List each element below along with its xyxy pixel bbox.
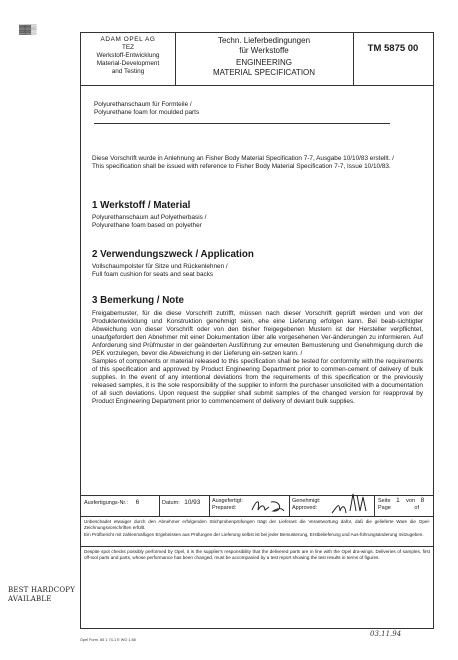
subject-underline: [94, 123, 390, 124]
section-2-heading: 2 Verwendungszweck / Application: [92, 249, 254, 260]
document-title: Techn. Lieferbedingungen für Werkstoffe ENGINEERING MATERIAL SPECIFICATION: [212, 36, 316, 77]
notice-en: Despite spot checks possibly performed by Opel, it is the supplier's responsibility that the delivered parts are in line with the Opel dra-wings. Deliveries of samples, first off-tool parts and parts, whose performance has been changed, must be accompanied by a test report showing the test results in terms of figures.: [84, 549, 430, 560]
handwritten-date: 03.11.94: [370, 630, 402, 638]
spec-page: [80, 32, 434, 629]
approved-field: Genehmigt: Approved:: [292, 498, 321, 511]
subject: Polyurethanschaum für Formteile / Polyurethane foam for moulded parts: [94, 101, 200, 116]
notice-rule: [81, 546, 433, 547]
company-block: ADAM OPEL AG TEZ Werkstoff-Entwicklung Material-Development and Testing: [81, 36, 175, 76]
section-3-heading: 3 Bemerkung / Note: [92, 295, 185, 306]
form-number: Opel Form. 65 1 74-1 E WO 1 88: [80, 638, 136, 642]
prepared-field: Ausgefertigt: Prepared:: [212, 498, 243, 511]
notice-de: Unbeschadet etwaiger durch den Abnehmer erfolgenden Stichprobenprüfungen trägt der Lieferant die Verantwortung dafür, daß die gelieferte Ware die Opel-Zeichnungsvorschriften erfüllt. Ein Prüfbericht mit zahlenmäßigen Ergebnissen aus Prüfungen der Lieferung selbst ist bei jeder Bemusterung, Erstbelieferung und Aus-führungsänderung mitzugeben.: [84, 519, 430, 538]
corner-mark: ▓▓▒: [19, 24, 36, 34]
note-en: Samples of components or material released to this specification shall be tested for conformity with the requirements of this specification and approved by Product Engineering Department prior to commen-cement of delivery of bulk supplies. In the event of any intentional deviations from the requirements of this specification or the previously released samples, it is the sole responsibility of the supplier to inform the purchaser unsolicited with a documentation of all such deviations. Upon request the supplier shall submit samples of the changed version for reapproval by Product Engineering Department prior to commencement of delivery of deviant bulk supplies.: [92, 358, 423, 405]
date-field: Datum: 10/93: [162, 499, 201, 506]
section-3-body: [92, 310, 423, 406]
section-1-body: Polyurethanschaum auf Polyetherbasis / Polyurethane foam based on polyether: [92, 214, 207, 229]
page-field: Seite 1 von 8 Page of: [378, 497, 425, 511]
approved-signature: [329, 491, 373, 517]
footer-mid-rule: [81, 516, 433, 517]
prepared-signature: [249, 496, 287, 516]
company-name: ADAM OPEL AG: [100, 36, 156, 43]
spec-number: TM 5875 00: [367, 43, 419, 54]
header-block: [81, 33, 433, 86]
hardcopy-stamp: BEST HARDCOPY AVAILABLE: [8, 586, 76, 603]
section-1-heading: 1 Werkstoff / Material: [92, 200, 191, 211]
section-2-body: Vollschaumpolster für Sitze und Rückenlehnen / Full foam cushion for seats and seat backs: [92, 263, 228, 278]
intro-text: Diese Vorschrift wurde in Anlehnung an Fisher Body Material Specification 7-7, Ausgabe 10/10/83 erstellt. / This specification shall be issued with reference to Fisher Body Material Specification 7-7, Issue 10/10/83.: [92, 155, 394, 170]
edition-field: Ausfertigungs-Nr.: 6: [84, 499, 140, 506]
note-de: Freigabemuster, für die diese Vorschrift zutrifft, müssen nach dieser Vorschrift geprüft werden und von der Produktentwicklung und Konstruktion genehmigt sein, ehe eine Lieferung erfolgen kann. Bei beab-sichtigter Abweichung von dieser Vorschrift oder von den bisher freigegebenen Mustern ist der Hersteller verpflichtet, unaufgefordert den Abnehmer mit einer Dokumentation über alle vorgesehenen Ver-änderungen zu informieren. Auf Anforderung sind Prüfmuster in der geänderten Ausführung zur erneuten Bemusterung und Genehmigung durch die PEK vorzulegen, bevor die Abweichung in der Lieferung ein-setzen kann. /: [92, 310, 423, 357]
